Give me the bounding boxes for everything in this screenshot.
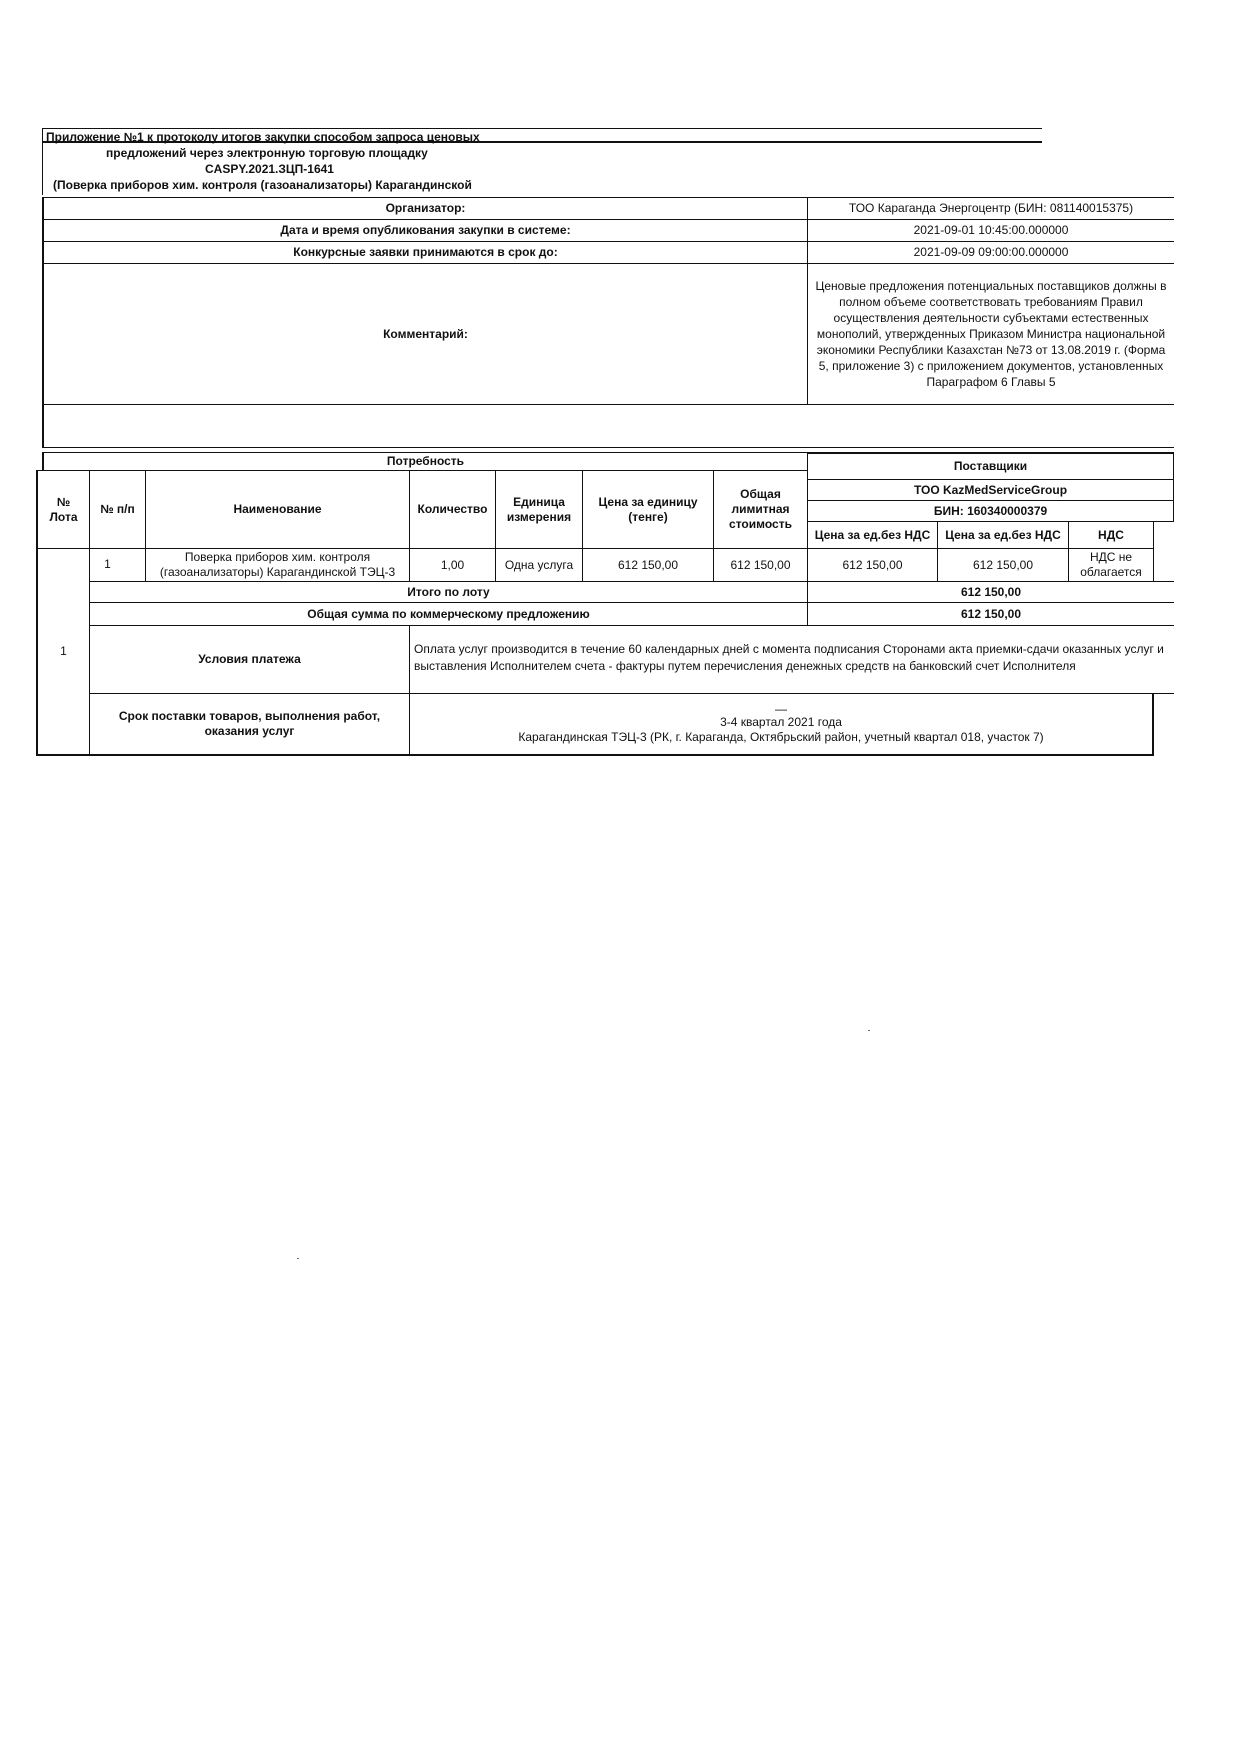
header-line-2: предложений через электронную торговую площадку xyxy=(106,146,428,160)
col-price: Цена за единицу (тенге) xyxy=(582,470,714,549)
payment-value: Оплата услуг производится в течение 60 календарных дней с момента подписания Сторонами акта приемки-сдачи оказанных услуг и выставления Исполнителем счета - фактуры путем перечисления денежных средств на банковский счет Исполнителя xyxy=(409,625,1174,694)
row-unit: Одна услуга xyxy=(495,548,583,582)
payment-label: Условия платежа xyxy=(89,625,410,694)
scan-speck xyxy=(868,1030,870,1031)
comment-label: Комментарий: xyxy=(42,263,808,405)
supplier-name: ТОО KazMedServiceGroup xyxy=(807,479,1174,501)
sum-value: 612 150,00 xyxy=(807,602,1174,626)
published-label: Дата и время опубликования закупки в системе: xyxy=(42,219,808,242)
col-unit: Единица измерения xyxy=(495,470,583,549)
deadline-value: 2021-09-09 09:00:00.000000 xyxy=(807,241,1174,264)
col-lot: № Лота xyxy=(36,470,90,549)
col-num: № п/п xyxy=(89,470,146,549)
delivery-period: 3-4 квартал 2021 года xyxy=(720,715,842,729)
supplier-bin: БИН: 160340000379 xyxy=(807,500,1174,522)
col-qty: Количество xyxy=(409,470,496,549)
lot-total-label: Итого по лоту xyxy=(89,581,808,603)
lot-total-value: 612 150,00 xyxy=(807,581,1174,603)
sub-price-novat-2: Цена за ед.без НДС xyxy=(937,521,1069,549)
row-supplier-vat: НДС не облагается xyxy=(1068,548,1154,582)
sum-label: Общая сумма по коммерческому предложению xyxy=(89,602,808,626)
spacer-row xyxy=(42,404,1174,448)
delivery-dash: — xyxy=(775,702,787,716)
row-price: 612 150,00 xyxy=(582,548,714,582)
published-value: 2021-09-01 10:45:00.000000 xyxy=(807,219,1174,242)
sub-vat: НДС xyxy=(1068,521,1154,549)
header-line-3: CASPY.2021.ЗЦП-1641 xyxy=(205,162,334,176)
need-header: Потребность xyxy=(42,452,808,471)
organizer-value: ТОО Караганда Энергоцентр (БИН: 081140015375) xyxy=(807,197,1174,220)
comment-value: Ценовые предложения потенциальных поставщиков должны в полном объеме соответствовать требованиям Правил осуществления деятельности субъектами естественных монополий, утвержденных Приказом Министра национальной экономики Республики Казахстан №73 от 13.08.2019 г. (Форма 5, приложение 3) с приложением документов, установленных Параграфом 6 Главы 5 xyxy=(807,263,1174,405)
delivery-label: Срок поставки товаров, выполнения работ, оказания услуг xyxy=(89,693,410,756)
sub-price-novat-1: Цена за ед.без НДС xyxy=(807,521,938,549)
lot-number: 1 xyxy=(36,548,90,756)
row-supplier-price-2: 612 150,00 xyxy=(937,548,1069,582)
scan-speck xyxy=(297,1258,299,1259)
organizer-label: Организатор: xyxy=(42,197,808,220)
header-line-4: (Поверка приборов хим. контроля (газоанализаторы) Карагандинской xyxy=(53,178,472,192)
deadline-label: Конкурсные заявки принимаются в срок до: xyxy=(42,241,808,264)
col-total: Общая лимитная стоимость xyxy=(713,470,808,549)
delivery-cell xyxy=(409,693,1154,756)
col-name: Наименование xyxy=(145,470,410,549)
row-name: Поверка приборов хим. контроля (газоанализаторы) Карагандинской ТЭЦ-3 xyxy=(145,548,410,582)
header-line-1: Приложение №1 к протоколу итогов закупки способом запроса ценовых xyxy=(46,130,480,144)
delivery-place: Карагандинская ТЭЦ-3 (РК, г. Караганда, Октябрьский район, учетный квартал 018, участок 7) xyxy=(518,730,1044,744)
row-qty: 1,00 xyxy=(409,548,496,582)
row-num: 1 xyxy=(89,548,146,582)
row-supplier-price-1: 612 150,00 xyxy=(807,548,938,582)
row-total: 612 150,00 xyxy=(713,548,808,582)
suppliers-header: Поставщики xyxy=(807,452,1174,480)
